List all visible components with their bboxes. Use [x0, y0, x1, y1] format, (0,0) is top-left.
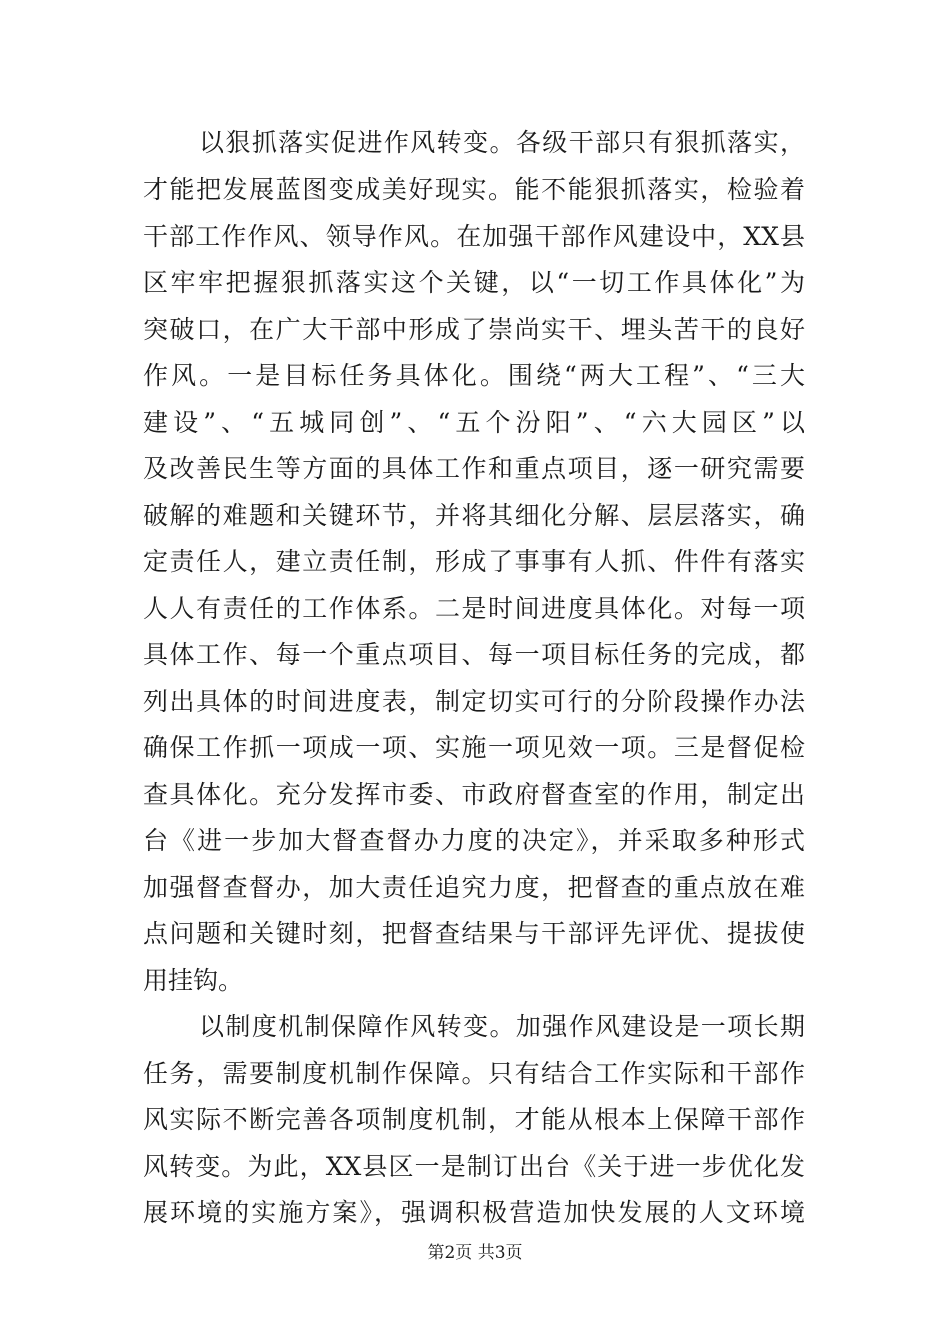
paragraph-1-line-4: 区牢牢把握狠抓落实这个关键，以“一切工作具体化”为: [143, 268, 805, 297]
paragraph-1-line-7: 建设”、“五城同创”、“五个汾阳”、“六大园区”以: [143, 408, 805, 437]
paragraph-2-line-5: 展环境的实施方案》，强调积极营造加快发展的人文环境: [143, 1198, 805, 1227]
paragraph-1-line-1: 以狠抓落实促进作风转变。各级干部只有狠抓落实，: [199, 128, 805, 157]
paragraph-1-line-18: 点问题和关键时刻，把督查结果与干部评先评优、提拔使: [143, 919, 805, 948]
paragraph-1-line-2: 才能把发展蓝图变成美好现实。能不能狠抓落实，检验着: [143, 175, 805, 204]
paragraph-1-line-10: 定责任人，建立责任制，形成了事事有人抓、件件有落实: [143, 547, 805, 576]
paragraph-1-line-5: 突破口，在广大干部中形成了崇尚实干、埋头苦干的良好: [143, 315, 805, 344]
paragraph-1-line-15: 查具体化。充分发挥市委、市政府督查室的作用，制定出: [143, 780, 805, 809]
paragraph-1-line-3: 干部工作作风、领导作风。在加强干部作风建设中，XX县: [143, 222, 805, 251]
page-number-footer: 第2页 共3页: [427, 1243, 523, 1263]
paragraph-1-line-13: 列出具体的时间进度表，制定切实可行的分阶段操作办法: [143, 687, 805, 716]
paragraph-1-line-9: 破解的难题和关键环节，并将其细化分解、层层落实，确: [143, 501, 805, 530]
paragraph-2-line-1: 以制度机制保障作风转变。加强作风建设是一项长期: [199, 1012, 805, 1041]
paragraph-2-line-3: 风实际不断完善各项制度机制，才能从根本上保障干部作: [143, 1105, 805, 1134]
paragraph-1-line-12: 具体工作、每一个重点项目、每一项目标任务的完成，都: [143, 640, 805, 669]
paragraph-1-line-6: 作风。一是目标任务具体化。围绕“两大工程”、“三大: [143, 361, 805, 390]
paragraph-1-line-14: 确保工作抓一项成一项、实施一项见效一项。三是督促检: [143, 733, 805, 762]
paragraph-2-line-2: 任务，需要制度机制作保障。只有结合工作实际和干部作: [143, 1059, 805, 1088]
paragraph-1-line-16: 台《进一步加大督查督办力度的决定》，并采取多种形式: [143, 826, 805, 855]
paragraph-2-line-4: 风转变。为此，XX县区一是制订出台《关于进一步优化发: [143, 1152, 805, 1181]
paragraph-1-line-19: 用挂钩。: [143, 966, 244, 995]
paragraph-1-line-17: 加强督查督办，加大责任追究力度，把督查的重点放在难: [143, 873, 805, 902]
paragraph-1-line-11: 人人有责任的工作体系。二是时间进度具体化。对每一项: [143, 594, 805, 623]
paragraph-1-line-8: 及改善民生等方面的具体工作和重点项目，逐一研究需要: [143, 454, 805, 483]
